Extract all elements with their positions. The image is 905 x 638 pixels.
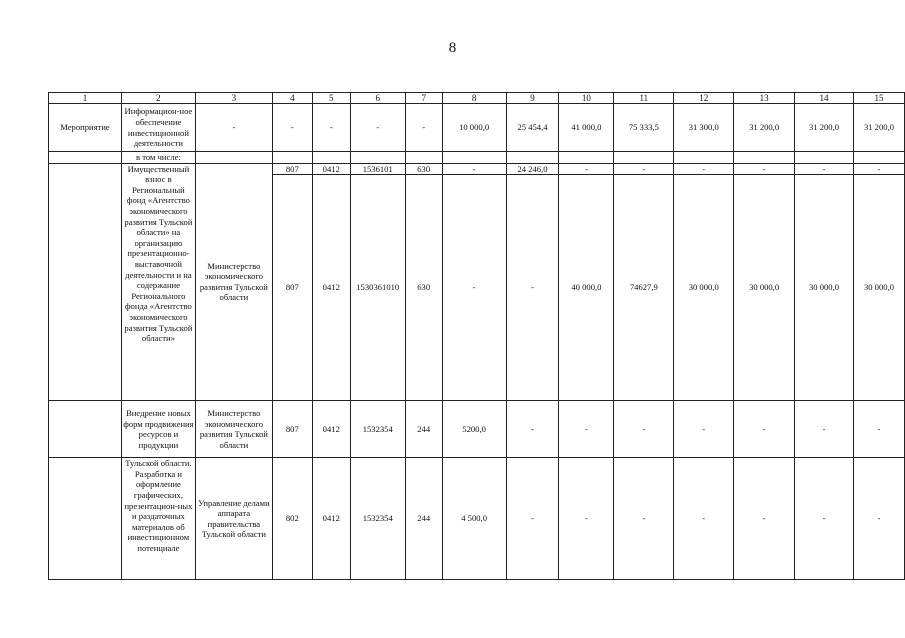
table-cell: 0412 (312, 175, 350, 401)
table-cell: 807 (272, 401, 312, 458)
table-row-event (49, 104, 905, 152)
table-cell: - (795, 458, 854, 580)
header-row (49, 93, 905, 104)
table-cell: - (853, 163, 904, 175)
table-cell: 0412 (312, 163, 350, 175)
table-cell: - (350, 104, 405, 152)
header-cell: 12 (674, 93, 734, 104)
table-cell: - (312, 104, 350, 152)
table-cell: 0412 (312, 401, 350, 458)
table-cell: 1530361010 (350, 175, 405, 401)
table-cell: 630 (405, 163, 442, 175)
table-cell: - (734, 401, 795, 458)
table-cell: - (442, 175, 506, 401)
table-cell: - (506, 458, 559, 580)
header-cell: 5 (312, 93, 350, 104)
table-row-new-forms (49, 401, 905, 458)
header-cell: 2 (121, 93, 195, 104)
table-cell: 41 000,0 (559, 104, 614, 152)
table-cell: - (506, 175, 559, 401)
budget-table (48, 92, 905, 580)
table-cell: 1536101 (350, 163, 405, 175)
row-title-cell: Тульской области. Разработка и оформление графических, презентацион-ных и раздаточных материалов об инвестиционном потенциале (121, 458, 195, 580)
table-cell: - (674, 458, 734, 580)
header-cell: 7 (405, 93, 442, 104)
row-type-cell: Мероприятие (49, 104, 122, 152)
table-cell: 30 000,0 (795, 175, 854, 401)
table-cell: 10 000,0 (442, 104, 506, 152)
table-cell: 31 200,0 (795, 104, 854, 152)
row-title-cell: Имущественный взнос в Региональный фонд «Агентство экономического развития Тульской области» на организацию презентационно-выставочной деятельности и на содержание Регионального фонда «Агентство экономического развития Тульской области» (121, 163, 195, 401)
header-cell: 10 (559, 93, 614, 104)
table-cell: 1532354 (350, 401, 405, 458)
header-cell: 11 (614, 93, 674, 104)
table-cell: - (405, 104, 442, 152)
table-cell: - (442, 163, 506, 175)
table-cell: - (614, 458, 674, 580)
table-cell: - (853, 458, 904, 580)
table-row-including (49, 152, 905, 164)
table-cell: 40 000,0 (559, 175, 614, 401)
row-title-cell: Информацион-ное обеспечение инвестиционной деятельности (121, 104, 195, 152)
table-cell: 24 246,0 (506, 163, 559, 175)
table-cell: - (734, 458, 795, 580)
header-cell: 3 (195, 93, 272, 104)
table-cell: - (614, 163, 674, 175)
responsible-cell: Управление делами аппарата правительства Тульской области (195, 458, 272, 580)
table-cell: 807 (272, 175, 312, 401)
table-cell: 0412 (312, 458, 350, 580)
table-cell: 74627,9 (614, 175, 674, 401)
table-cell: - (795, 401, 854, 458)
header-cell: 8 (442, 93, 506, 104)
table-cell: 4 500,0 (442, 458, 506, 580)
table-cell: 244 (405, 401, 442, 458)
table-cell: - (195, 104, 272, 152)
table-row-design (49, 458, 905, 580)
page-number: 8 (448, 40, 457, 56)
table-cell: - (614, 401, 674, 458)
table-cell: - (674, 401, 734, 458)
row-title-cell: Внедрение новых форм продвижения ресурсов и продукции (121, 401, 195, 458)
header-cell: 15 (853, 93, 904, 104)
header-cell: 1 (49, 93, 122, 104)
header-cell: 13 (734, 93, 795, 104)
table-cell: - (559, 163, 614, 175)
table-cell: 30 000,0 (853, 175, 904, 401)
table-cell: - (559, 458, 614, 580)
header-cell: 4 (272, 93, 312, 104)
header-cell: 14 (795, 93, 854, 104)
table-cell: 807 (272, 163, 312, 175)
including-label: в том числе: (121, 152, 195, 164)
table-cell: - (674, 163, 734, 175)
table-cell: - (559, 401, 614, 458)
table-cell: 1532354 (350, 458, 405, 580)
table-cell: 802 (272, 458, 312, 580)
responsible-cell: Министерство экономического развития Тульской области (195, 401, 272, 458)
table-cell: - (734, 163, 795, 175)
table-cell: 25 454,4 (506, 104, 559, 152)
table-cell: 5200,0 (442, 401, 506, 458)
table-row-property-line1 (49, 163, 905, 175)
table-cell: 30 000,0 (674, 175, 734, 401)
table-cell: - (795, 163, 854, 175)
header-cell: 9 (506, 93, 559, 104)
table-cell: - (506, 401, 559, 458)
table-cell: 244 (405, 458, 442, 580)
table-cell: 31 300,0 (674, 104, 734, 152)
table-cell: - (853, 401, 904, 458)
header-cell: 6 (350, 93, 405, 104)
table-cell: 30 000,0 (734, 175, 795, 401)
table-cell: - (272, 104, 312, 152)
table-cell: 31 200,0 (853, 104, 904, 152)
table-cell: 75 333,5 (614, 104, 674, 152)
table-cell: 630 (405, 175, 442, 401)
responsible-cell: Министерство экономического развития Тульской области (195, 163, 272, 401)
table-cell: 31 200,0 (734, 104, 795, 152)
